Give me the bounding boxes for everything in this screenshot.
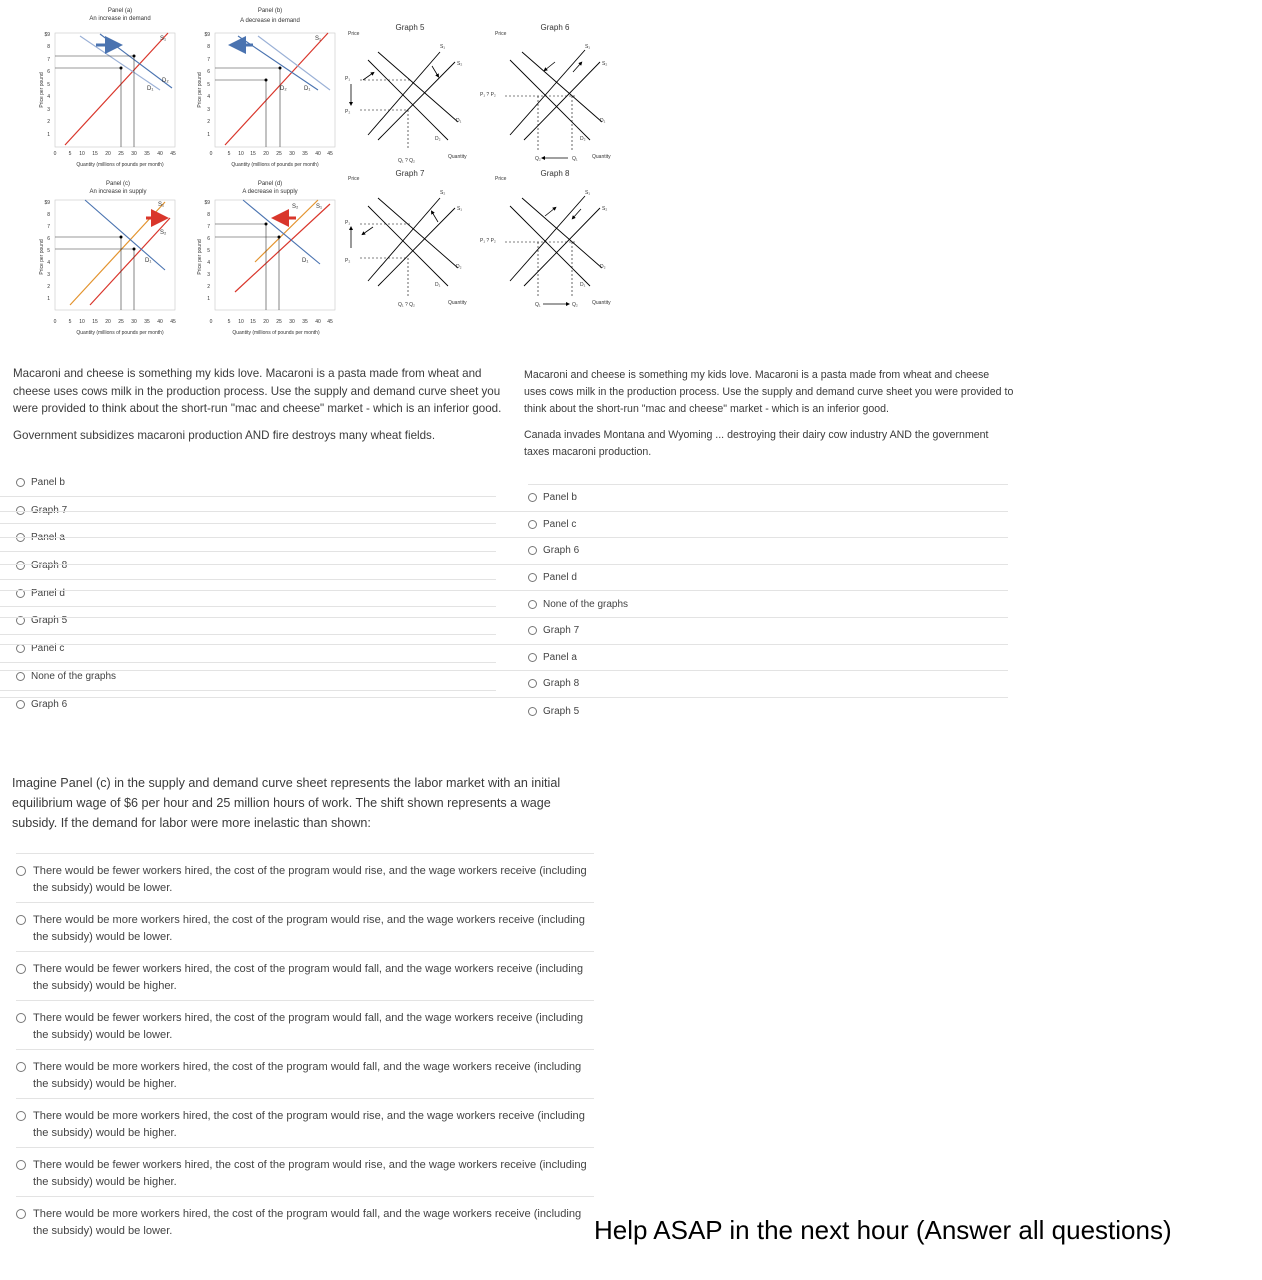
q2-option[interactable]: Graph 8 xyxy=(0,671,1008,698)
question-2-options xyxy=(528,484,1008,724)
svg-text:30: 30 xyxy=(131,151,137,157)
svg-text:D₂: D₂ xyxy=(162,78,169,84)
svg-text:0: 0 xyxy=(209,151,213,157)
svg-text:Price: Price xyxy=(495,31,507,37)
svg-text:S₁: S₁ xyxy=(585,44,591,50)
radio-icon[interactable] xyxy=(528,573,537,582)
panel-a-yticks xyxy=(44,32,50,138)
svg-text:2: 2 xyxy=(207,119,210,125)
svg-text:8: 8 xyxy=(207,212,210,218)
svg-text:S₁: S₁ xyxy=(585,190,591,196)
question-1-intro: Macaroni and cheese is something my kids love. Macaroni is a pasta made from wheat and cheese uses cows milk in the production process. Use the supply and demand curve sheet you were provided to think about the short-run "mac and cheese" market - which is an inferior good. xyxy=(13,367,502,415)
svg-text:D₂: D₂ xyxy=(580,136,586,142)
svg-text:40: 40 xyxy=(315,151,321,157)
svg-text:Quantity (millions of pounds p: Quantity (millions of pounds per month) xyxy=(231,162,319,168)
svg-text:10: 10 xyxy=(238,319,244,325)
svg-text:P₁ ? P₂: P₁ ? P₂ xyxy=(480,238,496,244)
svg-text:Quantity: Quantity xyxy=(448,300,467,306)
svg-text:4: 4 xyxy=(47,260,50,266)
graph-6 xyxy=(480,23,611,162)
svg-text:6: 6 xyxy=(207,236,210,242)
radio-icon[interactable] xyxy=(528,600,537,609)
svg-text:P₁: P₁ xyxy=(345,76,351,82)
svg-text:S₁: S₁ xyxy=(457,206,463,212)
svg-text:Graph 6: Graph 6 xyxy=(540,23,570,32)
svg-text:S₁: S₁ xyxy=(158,202,165,208)
svg-text:Q₁ ? Q₂: Q₁ ? Q₂ xyxy=(398,302,415,308)
svg-text:10: 10 xyxy=(79,319,85,325)
q2-option[interactable]: Graph 5 xyxy=(0,698,1008,725)
svg-text:Panel (c): Panel (c) xyxy=(105,181,131,187)
question-1-text xyxy=(13,365,518,444)
panel-a-title: Panel (a) xyxy=(107,8,133,14)
svg-text:D₁: D₁ xyxy=(600,118,606,124)
svg-text:S₂: S₂ xyxy=(457,61,463,67)
svg-text:5: 5 xyxy=(227,319,231,325)
svg-text:35: 35 xyxy=(144,319,150,325)
q1-option[interactable]: Panel a xyxy=(0,524,496,552)
svg-text:S₁: S₁ xyxy=(315,36,322,42)
svg-text:Quantity (millions of pounds p: Quantity (millions of pounds per month) xyxy=(232,330,320,336)
svg-text:25: 25 xyxy=(118,151,124,157)
q3-option[interactable]: There would be fewer workers hired, the cost of the program would rise, and the wage workers receive (including the subsidy) would be higher. xyxy=(16,1147,594,1196)
q3-option[interactable]: There would be more workers hired, the cost of the program would rise, and the wage workers receive (including the subsidy) would be higher. xyxy=(16,1098,594,1147)
svg-text:15: 15 xyxy=(250,319,256,325)
svg-text:S₂: S₂ xyxy=(440,190,446,196)
svg-text:Q₁ ? Q₂: Q₁ ? Q₂ xyxy=(398,158,415,164)
svg-text:20: 20 xyxy=(105,319,111,325)
help-note: Help ASAP in the next hour (Answer all questions) xyxy=(594,1215,1172,1245)
panel-a-xlabel: Quantity (millions of pounds per month) xyxy=(76,162,164,168)
graph-8 xyxy=(480,169,611,308)
svg-text:20: 20 xyxy=(263,151,269,157)
panel-b xyxy=(197,8,335,168)
radio-icon[interactable] xyxy=(16,1111,26,1121)
svg-text:40: 40 xyxy=(315,319,321,325)
svg-text:D₁: D₁ xyxy=(456,118,462,124)
q2-option[interactable]: Panel b xyxy=(0,485,1008,512)
svg-text:0: 0 xyxy=(209,319,213,325)
svg-text:D₁: D₁ xyxy=(304,86,311,92)
svg-text:Q₁: Q₁ xyxy=(535,302,541,308)
svg-text:Q₂: Q₂ xyxy=(535,156,541,162)
radio-icon[interactable] xyxy=(16,1209,26,1219)
svg-text:Graph 8: Graph 8 xyxy=(540,169,570,178)
graph-7 xyxy=(345,169,467,308)
radio-icon[interactable] xyxy=(16,1013,26,1023)
svg-text:35: 35 xyxy=(302,151,308,157)
svg-text:0: 0 xyxy=(53,151,57,157)
graphs-figure xyxy=(340,10,630,315)
q3-option[interactable]: There would be more workers hired, the cost of the program would rise, and the wage workers receive (including the subsidy) would be lower. xyxy=(16,902,594,951)
svg-text:D₂: D₂ xyxy=(280,86,287,92)
panel-a xyxy=(39,8,176,168)
svg-text:2: 2 xyxy=(47,119,50,125)
svg-text:45: 45 xyxy=(170,151,176,157)
graph-5 xyxy=(345,23,467,164)
svg-text:Price: Price xyxy=(348,176,360,182)
svg-text:7: 7 xyxy=(47,224,50,230)
svg-text:8: 8 xyxy=(207,44,210,50)
svg-text:5: 5 xyxy=(227,151,231,157)
svg-text:4: 4 xyxy=(207,260,210,266)
svg-text:15: 15 xyxy=(92,319,98,325)
svg-text:P₂: P₂ xyxy=(345,109,351,115)
svg-text:Price per pound: Price per pound xyxy=(197,72,203,108)
svg-text:Q₂: Q₂ xyxy=(572,302,578,308)
radio-icon[interactable] xyxy=(528,520,537,529)
question-3-options xyxy=(16,853,594,1245)
svg-text:D₂: D₂ xyxy=(456,264,462,270)
svg-text:1: 1 xyxy=(207,296,210,302)
svg-text:Graph 5: Graph 5 xyxy=(395,23,425,32)
svg-text:D₁: D₁ xyxy=(580,282,586,288)
svg-text:5: 5 xyxy=(68,319,72,325)
svg-text:10: 10 xyxy=(238,151,244,157)
svg-text:A decrease in supply: A decrease in supply xyxy=(242,189,298,195)
q3-option[interactable]: There would be fewer workers hired, the cost of the program would rise, and the wage workers receive (including the subsidy) would be lower. xyxy=(16,853,594,902)
svg-text:35: 35 xyxy=(302,319,308,325)
svg-text:S₂: S₂ xyxy=(602,206,608,212)
svg-text:Panel (d): Panel (d) xyxy=(257,181,283,187)
panel-a-ylabel: Price per pound xyxy=(39,72,45,108)
q1-option[interactable]: Graph 8 xyxy=(0,552,496,580)
svg-text:4: 4 xyxy=(47,94,50,100)
svg-text:S₁: S₁ xyxy=(160,36,167,42)
svg-text:40: 40 xyxy=(157,319,163,325)
svg-text:Quantity: Quantity xyxy=(448,154,467,160)
radio-icon[interactable] xyxy=(528,653,537,662)
svg-text:3: 3 xyxy=(47,272,50,278)
svg-text:6: 6 xyxy=(207,69,210,75)
panels-figure xyxy=(0,0,345,345)
svg-text:$9: $9 xyxy=(44,32,50,38)
q2-option[interactable]: Graph 6 xyxy=(0,538,1008,565)
svg-text:20: 20 xyxy=(263,319,269,325)
svg-text:2: 2 xyxy=(207,284,210,290)
svg-text:D₁: D₁ xyxy=(302,258,309,264)
svg-text:D₁: D₁ xyxy=(145,258,152,264)
q2-option[interactable]: Graph 7 xyxy=(0,618,1008,645)
svg-text:2: 2 xyxy=(47,284,50,290)
svg-text:30: 30 xyxy=(131,319,137,325)
question-2-intro: Macaroni and cheese is something my kids love. Macaroni is a pasta made from wheat and cheese uses cows milk in the production process. Use the supply and demand curve sheet you were provided to think about the short-run "mac and cheese" market - which is an inferior good. xyxy=(524,369,1014,415)
svg-text:D₁: D₁ xyxy=(435,282,441,288)
svg-text:$9: $9 xyxy=(204,32,210,38)
svg-text:4: 4 xyxy=(207,94,210,100)
svg-text:1: 1 xyxy=(47,132,50,138)
svg-text:5: 5 xyxy=(207,248,210,254)
svg-text:20: 20 xyxy=(105,151,111,157)
svg-text:45: 45 xyxy=(327,319,333,325)
svg-text:5: 5 xyxy=(47,248,50,254)
svg-text:D₁: D₁ xyxy=(147,86,154,92)
q2-option[interactable]: Panel c xyxy=(0,512,1008,539)
svg-text:7: 7 xyxy=(207,57,210,63)
svg-text:8: 8 xyxy=(47,44,50,50)
svg-text:$9: $9 xyxy=(204,200,210,206)
svg-text:S₂: S₂ xyxy=(292,204,299,210)
panel-a-xticks xyxy=(54,151,176,157)
svg-text:P₂: P₂ xyxy=(345,258,351,264)
svg-text:25: 25 xyxy=(118,319,124,325)
q1-option[interactable]: None of the graphs xyxy=(0,663,496,691)
q3-option[interactable]: There would be more workers hired, the cost of the program would fall, and the wage workers receive (including the subsidy) would be lower. xyxy=(16,1196,594,1245)
radio-icon[interactable] xyxy=(528,626,537,635)
question-3-prompt: Imagine Panel (c) in the supply and demand curve sheet represents the labor market with an initial equilibrium wage of $6 per hour and 25 million hours of work. The shift shown represents a wage subsidy. If the demand for labor were more inelastic than shown: xyxy=(12,776,561,830)
svg-text:Graph 7: Graph 7 xyxy=(395,169,425,178)
svg-text:Quantity: Quantity xyxy=(592,300,611,306)
svg-text:15: 15 xyxy=(250,151,256,157)
svg-text:7: 7 xyxy=(207,224,210,230)
svg-text:3: 3 xyxy=(207,107,210,113)
question-2-scenario: Canada invades Montana and Wyoming ... destroying their dairy cow industry AND the government taxes macaroni production. xyxy=(524,429,989,458)
q3-option[interactable]: There would be fewer workers hired, the cost of the program would fall, and the wage workers receive (including the subsidy) would be lower. xyxy=(16,1000,594,1049)
svg-text:8: 8 xyxy=(47,212,50,218)
svg-text:5: 5 xyxy=(68,151,72,157)
q1-option[interactable]: Panel d xyxy=(0,580,496,608)
panel-a-d1 xyxy=(80,36,160,90)
panel-a-subtitle: An increase in demand xyxy=(89,16,151,22)
q2-option[interactable]: Panel d xyxy=(0,565,1008,592)
svg-text:6: 6 xyxy=(47,69,50,75)
q1-option[interactable]: Graph 7 xyxy=(0,497,496,525)
svg-text:1: 1 xyxy=(47,296,50,302)
svg-text:P₁: P₁ xyxy=(345,220,351,226)
svg-text:1: 1 xyxy=(207,132,210,138)
radio-icon[interactable] xyxy=(16,915,26,925)
svg-text:D₂: D₂ xyxy=(435,136,441,142)
svg-text:Quantity (millions of pounds p: Quantity (millions of pounds per month) xyxy=(76,330,164,336)
radio-icon[interactable] xyxy=(16,1062,26,1072)
svg-text:25: 25 xyxy=(276,319,282,325)
svg-text:3: 3 xyxy=(207,272,210,278)
panel-d xyxy=(197,181,335,336)
svg-text:S₁: S₁ xyxy=(440,44,446,50)
svg-text:P₁ ? P₂: P₁ ? P₂ xyxy=(480,92,496,98)
svg-text:Price: Price xyxy=(495,176,507,182)
q1-option[interactable]: Graph 6 xyxy=(0,691,496,719)
svg-text:45: 45 xyxy=(170,319,176,325)
q2-option[interactable]: None of the graphs xyxy=(0,591,1008,618)
radio-icon[interactable] xyxy=(528,707,537,716)
svg-text:S₁: S₁ xyxy=(316,204,323,210)
svg-text:25: 25 xyxy=(276,151,282,157)
svg-text:10: 10 xyxy=(79,151,85,157)
radio-icon[interactable] xyxy=(16,1160,26,1170)
svg-text:30: 30 xyxy=(289,319,295,325)
svg-text:Quantity: Quantity xyxy=(592,154,611,160)
svg-text:30: 30 xyxy=(289,151,295,157)
svg-text:S₂: S₂ xyxy=(160,230,167,236)
radio-icon[interactable] xyxy=(528,679,537,688)
svg-text:5: 5 xyxy=(47,82,50,88)
panel-b-subtitle: A decrease in demand xyxy=(240,18,300,24)
svg-text:Price: Price xyxy=(348,31,360,37)
radio-icon[interactable] xyxy=(528,546,537,555)
svg-text:Q₁: Q₁ xyxy=(572,156,578,162)
panel-b-title: Panel (b) xyxy=(257,8,283,14)
svg-text:3: 3 xyxy=(47,107,50,113)
question-1-scenario: Government subsidizes macaroni production AND fire destroys many wheat fields. xyxy=(13,428,436,442)
svg-text:0: 0 xyxy=(53,319,57,325)
radio-icon[interactable] xyxy=(528,493,537,502)
q2-option[interactable]: Panel a xyxy=(0,645,1008,672)
svg-text:$9: $9 xyxy=(44,200,50,206)
q1-option[interactable]: Panel b xyxy=(0,469,496,497)
question-2-text xyxy=(524,367,1014,461)
svg-text:15: 15 xyxy=(92,151,98,157)
svg-text:D₂: D₂ xyxy=(600,264,606,270)
svg-text:6: 6 xyxy=(47,236,50,242)
q1-option[interactable]: Panel c xyxy=(0,635,496,663)
svg-text:35: 35 xyxy=(144,151,150,157)
q3-option[interactable]: There would be more workers hired, the cost of the program would fall, and the wage workers receive (including the subsidy) would be higher. xyxy=(16,1049,594,1098)
svg-text:S₂: S₂ xyxy=(602,61,608,67)
svg-text:An increase in supply: An increase in supply xyxy=(89,189,147,195)
radio-icon[interactable] xyxy=(16,964,26,974)
svg-text:Price per pound: Price per pound xyxy=(39,239,45,275)
q3-option[interactable]: There would be fewer workers hired, the cost of the program would fall, and the wage workers receive (including the subsidy) would be higher. xyxy=(16,951,594,1000)
radio-icon[interactable] xyxy=(16,866,26,876)
svg-text:45: 45 xyxy=(327,151,333,157)
panel-c xyxy=(39,181,176,336)
svg-text:7: 7 xyxy=(47,57,50,63)
q1-option[interactable]: Graph 5 xyxy=(0,607,496,635)
svg-text:5: 5 xyxy=(207,82,210,88)
svg-text:40: 40 xyxy=(157,151,163,157)
svg-text:Price per pound: Price per pound xyxy=(197,239,203,275)
